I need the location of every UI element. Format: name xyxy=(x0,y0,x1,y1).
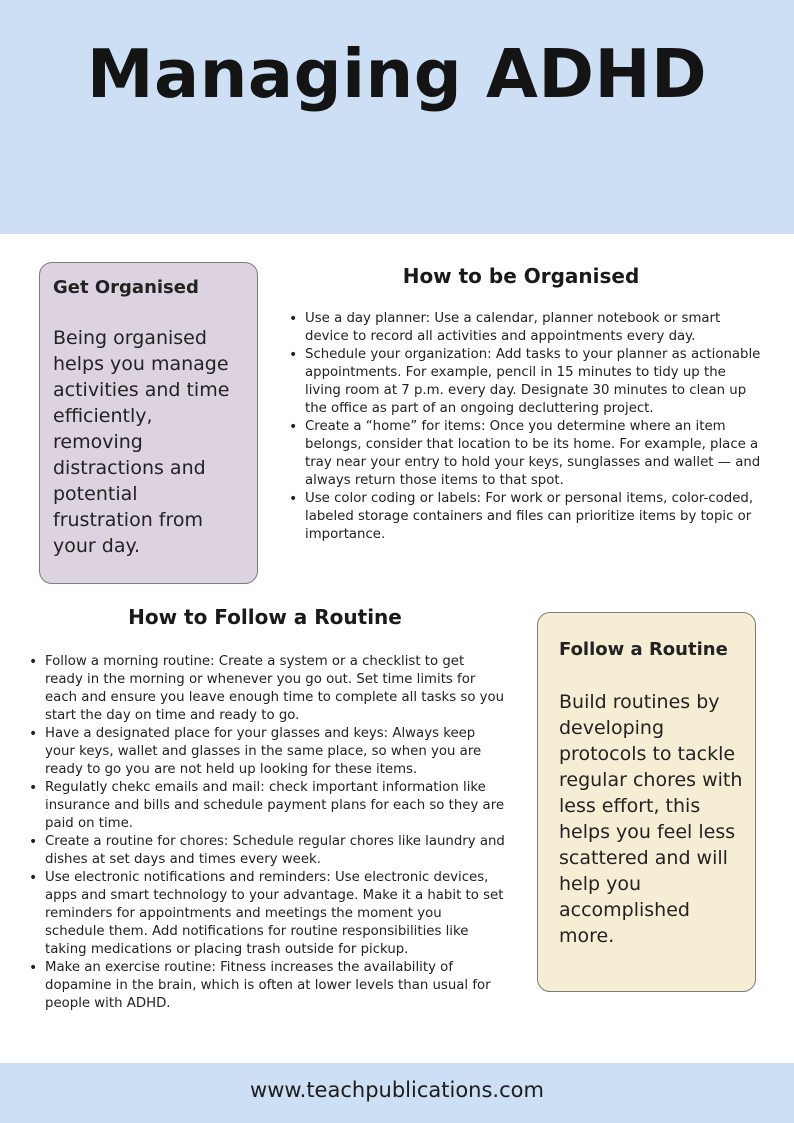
header-banner xyxy=(0,0,794,234)
follow-routine-heading: Follow a Routine xyxy=(559,639,728,660)
organised-list xyxy=(287,310,765,544)
list-item: • Create a “home” for items: Once you determine where an item belongs, consider that location to be its home. For example, place a tray near your entry to hold your keys, sunglasses and wallet — and always return those items to that spot. xyxy=(287,418,765,490)
get-organised-card xyxy=(39,262,258,584)
follow-routine-text: Build routines by developing protocols to tackle regular chores with less effort, this helps you feel less scattered and will help you accomplished more. xyxy=(559,691,743,947)
list-item: • Use color coding or labels: For work or personal items, color-coded, labeled storage containers and files can prioritize items by topic or importance. xyxy=(287,490,765,544)
page-title: Managing ADHD xyxy=(86,35,708,113)
get-organised-text: Being organised helps you manage activities and time efficiently, removing distractions and potential frustration from your day. xyxy=(53,327,230,557)
list-item: • Use electronic notifications and reminders: Use electronic devices, apps and smart technology to your advantage. Make it a habit to set reminders for appointments and meetings the moment you schedule them. Add notifications for routine responsibilities like taking medications or placing trash outside for pickup. xyxy=(27,869,505,959)
how-to-follow-routine-title: How to Follow a Routine xyxy=(128,605,402,629)
footer-url[interactable]: www.teachpublications.com xyxy=(250,1078,544,1102)
list-item: • Schedule your organization: Add tasks to your planner as actionable appointments. For example, pencil in 15 minutes to tidy up the living room at 7 p.m. every day. Designate 30 minutes to clean up the office as part of an ongoing decluttering project. xyxy=(287,346,765,418)
list-item: • Make an exercise routine: Fitness increases the availability of dopamine in the brain, which is often at lower levels than usual for people with ADHD. xyxy=(27,959,505,1013)
how-to-be-organised-title: How to be Organised xyxy=(402,264,640,288)
list-item: • Create a routine for chores: Schedule regular chores like laundry and dishes at set days and times every week. xyxy=(27,833,505,869)
list-item: • Follow a morning routine: Create a system or a checklist to get ready in the morning or whenever you go out. Set time limits for each and ensure you leave enough time to complete all tasks so you start the day on time and ready to go. xyxy=(27,653,505,725)
footer-banner xyxy=(0,1063,794,1123)
list-item: • Use a day planner: Use a calendar, planner notebook or smart device to record all activities and appointments every day. xyxy=(287,310,765,346)
routine-list xyxy=(27,653,505,1013)
list-item: • Regulatly chekc emails and mail: check important information like insurance and bills and schedule payment plans for each so they are paid on time. xyxy=(27,779,505,833)
list-item: • Have a designated place for your glasses and keys: Always keep your keys, wallet and glasses in the same place, so when you are ready to go you are not held up looking for these items. xyxy=(27,725,505,779)
follow-routine-card xyxy=(537,612,756,992)
get-organised-heading: Get Organised xyxy=(53,277,199,298)
